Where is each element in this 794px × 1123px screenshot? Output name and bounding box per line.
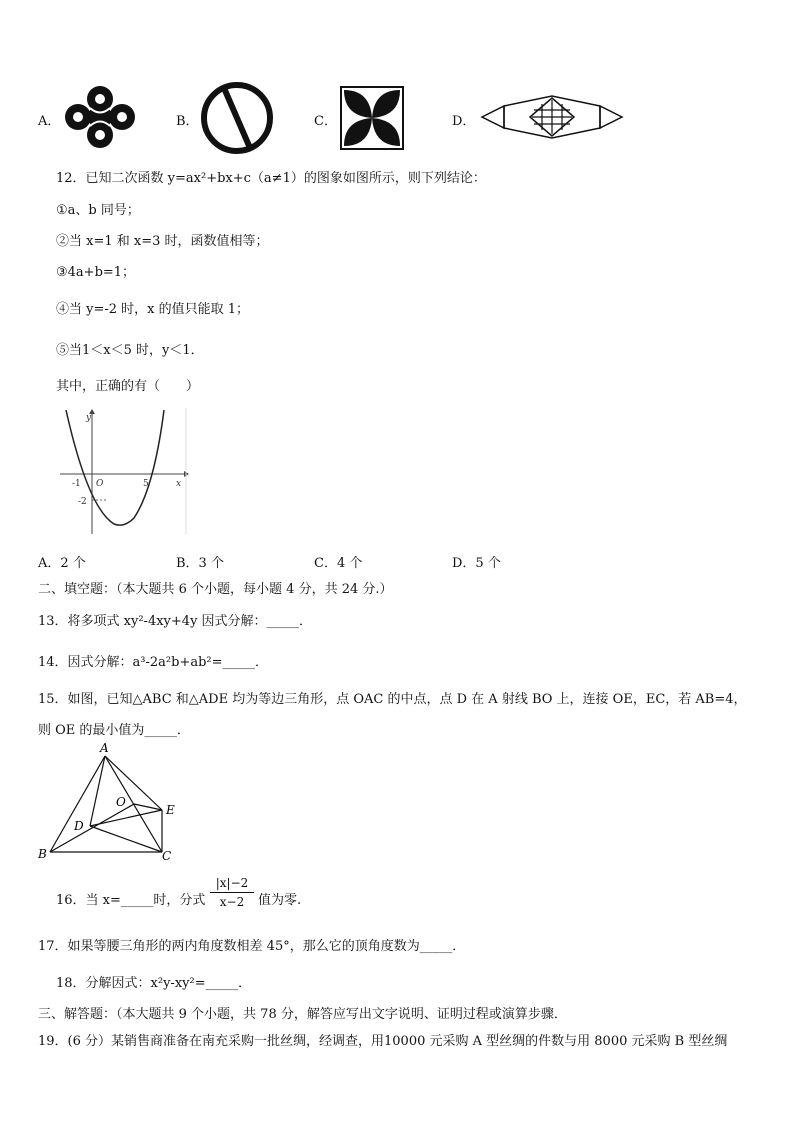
origin-label: O	[96, 479, 104, 489]
section2-title: 二、填空题：（本大题共 6 个小题，每小题 4 分，共 24 分.）	[38, 582, 393, 597]
parabola-curve	[66, 410, 164, 525]
q11-option-b-label: B．	[176, 114, 199, 129]
section3-title: 三、解答题：（本大题共 9 个小题，共 78 分，解答应写出文字说明、证明过程或演算步骤．	[38, 1007, 567, 1022]
q12-statement-4: ④当 y=-2 时，x 的值只能取 1；	[56, 302, 250, 317]
q12-statement-2: ②当 x=1 和 x=3 时，函数值相等；	[56, 234, 269, 249]
q11-option-a-label: A．	[38, 114, 61, 129]
neg1-label: -1	[72, 479, 81, 489]
q17: 17．如果等腰三角形的两内角度数相差 45°，那么它的顶角度数为_____．	[38, 939, 466, 954]
vertex-c-label: C	[162, 849, 172, 863]
q12-option-d: D．5 个	[452, 556, 501, 571]
q16-numerator: |x|−2	[210, 876, 254, 893]
x-axis-label: x	[176, 479, 182, 489]
neg2-label: -2	[78, 497, 87, 507]
circle-with-slash-shape	[198, 80, 276, 156]
point-o-label: O	[116, 795, 126, 809]
q16-denominator: x−2	[219, 895, 245, 909]
y-axis-label: y	[86, 413, 92, 423]
q16-fraction	[210, 876, 254, 909]
q11-option-c-label: C．	[314, 114, 337, 129]
parabola-graph	[58, 408, 190, 536]
q19: 19．(6 分）某销售商准备在南充采购一批丝绸，经调查，用10000 元采购 A 型丝绸的件数与用 8000 元采购 B 型丝绸	[38, 1034, 728, 1049]
q12-option-a: A．2 个	[38, 556, 86, 571]
q12-option-c: C．4 个	[314, 556, 363, 571]
q15-line2: 则 OE 的最小值为_____．	[38, 723, 190, 738]
four-leaf-square-shape	[340, 86, 404, 150]
q11-option-d-label: D．	[452, 114, 476, 129]
q16-before: 16．当 x=_____时，分式	[56, 893, 206, 908]
vertex-e-label: E	[166, 803, 175, 817]
q16-after: 值为零.	[258, 893, 302, 908]
triangle-figure	[34, 738, 184, 864]
q14: 14．因式分解：a³-2a²b+ab²=_____．	[38, 655, 269, 670]
q12-stem: 12．已知二次函数 y=ax²+bx+c（a≠1）的图象如图所示，则下列结论：	[56, 171, 486, 186]
q12-option-b: B．3 个	[176, 556, 224, 571]
vertex-d-label: D	[74, 819, 84, 833]
q12-statement-3: ③4a+b=1；	[56, 265, 136, 280]
q12-statement-1: ①a、b 同号；	[56, 203, 140, 218]
q12-statement-5: ⑤当1＜x＜5 时，y＜1．	[56, 343, 204, 358]
q18: 18．分解因式：x²y-xy²=_____．	[56, 976, 252, 991]
q15-line1: 15．如图，已知△ABC 和△ADE 均为等边三角形，点 OAC 的中点，点 D 在 A 射线 BO 上，连接 OE，EC，若 AB=4，	[38, 692, 747, 707]
vertex-a-label: A	[100, 741, 109, 755]
four-lobed-knot-shape	[64, 84, 136, 150]
q12-question: 其中，正确的有（ ）	[56, 379, 200, 394]
q13: 13．将多项式 xy²-4xy+4y 因式分解：_____．	[38, 614, 313, 629]
five-label: 5	[143, 479, 149, 489]
endless-knot-diamond-shape	[480, 94, 624, 140]
vertex-b-label: B	[38, 847, 47, 861]
